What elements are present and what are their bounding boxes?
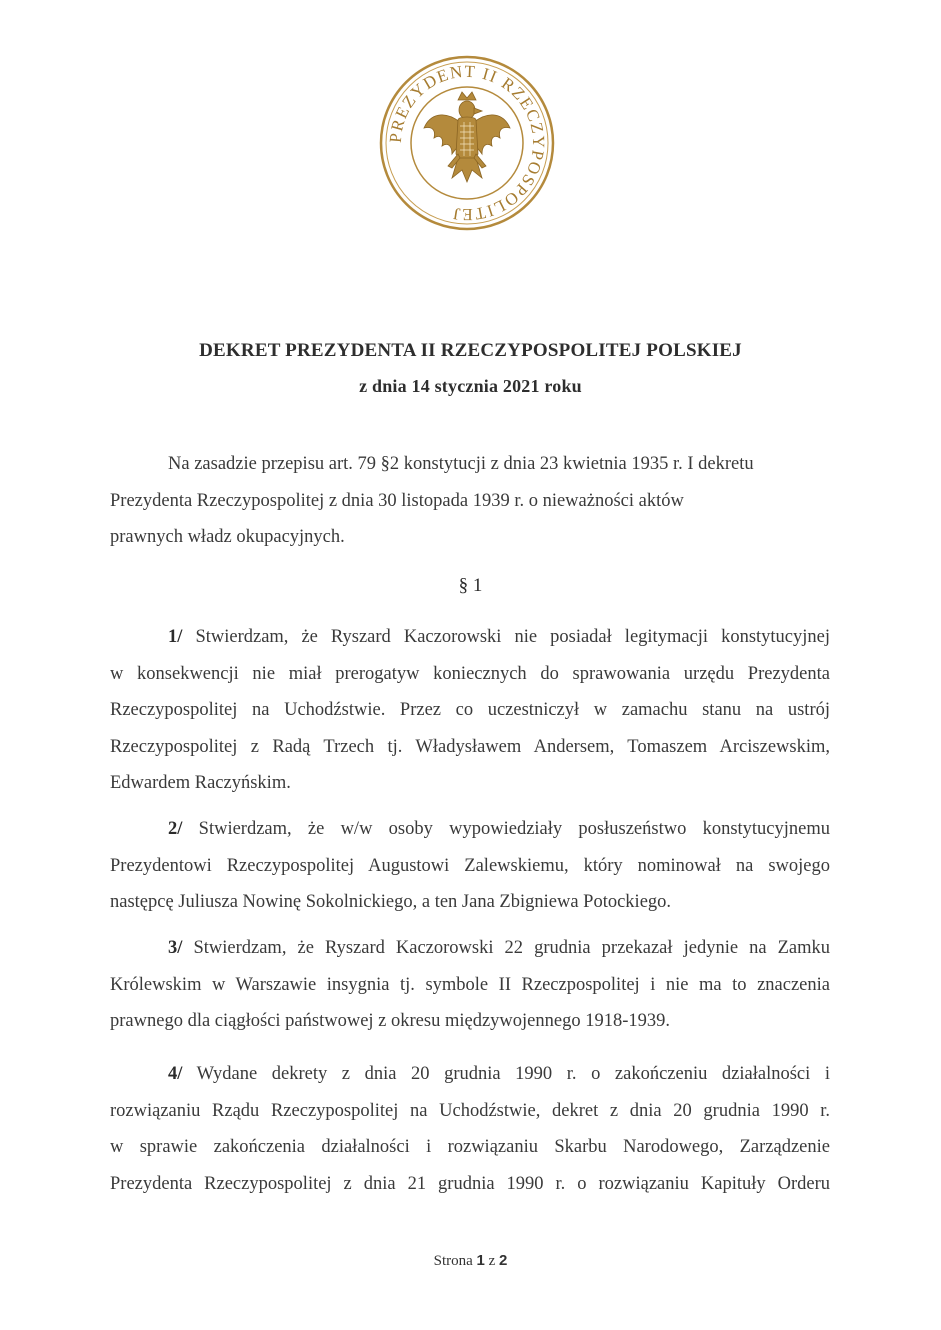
document-title: DEKRET PREZYDENTA II RZECZYPOSPOLITEJ POLSKIEJ (199, 340, 742, 361)
page-label: Strona (433, 1253, 473, 1269)
point-number: 1/ (168, 627, 183, 647)
preamble-line: prawnych władz okupacyjnych. (110, 527, 345, 547)
point-line: Rzeczypospolitej na Uchodźstwie. Przez co uczestniczył w zamachu stanu na ustrój (110, 700, 830, 720)
point-1-paragraph (110, 619, 830, 802)
point-line-text: Wydane dekrety z dnia 20 grudnia 1990 r. o zakończeniu działalności i (196, 1064, 830, 1084)
presidential-seal (378, 54, 556, 232)
preamble-paragraph (110, 446, 830, 556)
point-line: następcę Juliusza Nowinę Sokolnickiego, a ten Jana Zbigniewa Potockiego. (110, 892, 672, 912)
point-number: 4/ (168, 1064, 183, 1084)
point-line (110, 1056, 830, 1093)
section-mark: § 1 (458, 575, 483, 596)
point-line: w konsekwencji nie miał prerogatyw koniecznych do sprawowania urzędu Prezydenta (110, 663, 830, 684)
point-line: prawnego dla ciągłości państwowej z okresu międzywojennego 1918-1939. (110, 1011, 670, 1031)
preamble-line: Na zasadzie przepisu art. 79 §2 konstytucji z dnia 23 kwietnia 1935 r. I dekretu (168, 454, 754, 474)
point-line: w sprawie zakończenia działalności i rozwiązaniu Skarbu Narodowego, Zarządzenie (110, 1137, 830, 1157)
page-total: 2 (499, 1252, 508, 1269)
point-line: rozwiązaniu Rządu Rzeczypospolitej na Uchodźstwie, dekret z dnia 20 grudnia 1990 r. (110, 1100, 830, 1121)
point-3-paragraph (110, 930, 830, 1040)
point-4-paragraph (110, 1056, 830, 1202)
polish-eagle-icon (424, 92, 510, 182)
point-line (110, 930, 830, 967)
point-line: Prezydenta Rzeczypospolitej z dnia 21 grudnia 1990 r. o rozwiązaniu Kapituły Orderu (110, 1173, 830, 1194)
point-number: 3/ (168, 938, 183, 958)
point-line: Edwardem Raczyńskim. (110, 773, 291, 793)
page-footer (0, 1252, 941, 1270)
point-line: Prezydentowi Rzeczypospolitej Augustowi Zalewskiemu, który nominował na swojego (110, 855, 830, 876)
point-line (110, 619, 830, 656)
point-line-text: Stwierdzam, że Ryszard Kaczorowski nie posiadał legitymacji konstytucyjnej (195, 627, 830, 647)
point-line-text: Stwierdzam, że w/w osoby wypowiedziały posłuszeństwo konstytucyjnemu (198, 819, 831, 839)
point-number: 2/ (168, 819, 183, 839)
preamble-line: Prezydenta Rzeczypospolitej z dnia 30 listopada 1939 r. o nieważności aktów (110, 490, 684, 511)
point-line (110, 811, 830, 848)
seal-ring-text: PREZYDENT II RZECZYPOSPOLITEJ (385, 61, 549, 225)
page-separator: z (488, 1253, 496, 1269)
point-line-text: Stwierdzam, że Ryszard Kaczorowski 22 grudnia przekazał jedynie na Zamku (193, 938, 831, 958)
document-date: z dnia 14 stycznia 2021 roku (359, 376, 582, 396)
page-current: 1 (476, 1252, 485, 1269)
point-line: Rzeczypospolitej z Radą Trzech tj. Władysławem Andersem, Tomaszem Arciszewskim, (110, 736, 830, 757)
point-line: Królewskim w Warszawie insygnia tj. symbole II Rzeczpospolitej i nie ma to znaczenia (110, 974, 830, 995)
point-2-paragraph (110, 811, 830, 921)
